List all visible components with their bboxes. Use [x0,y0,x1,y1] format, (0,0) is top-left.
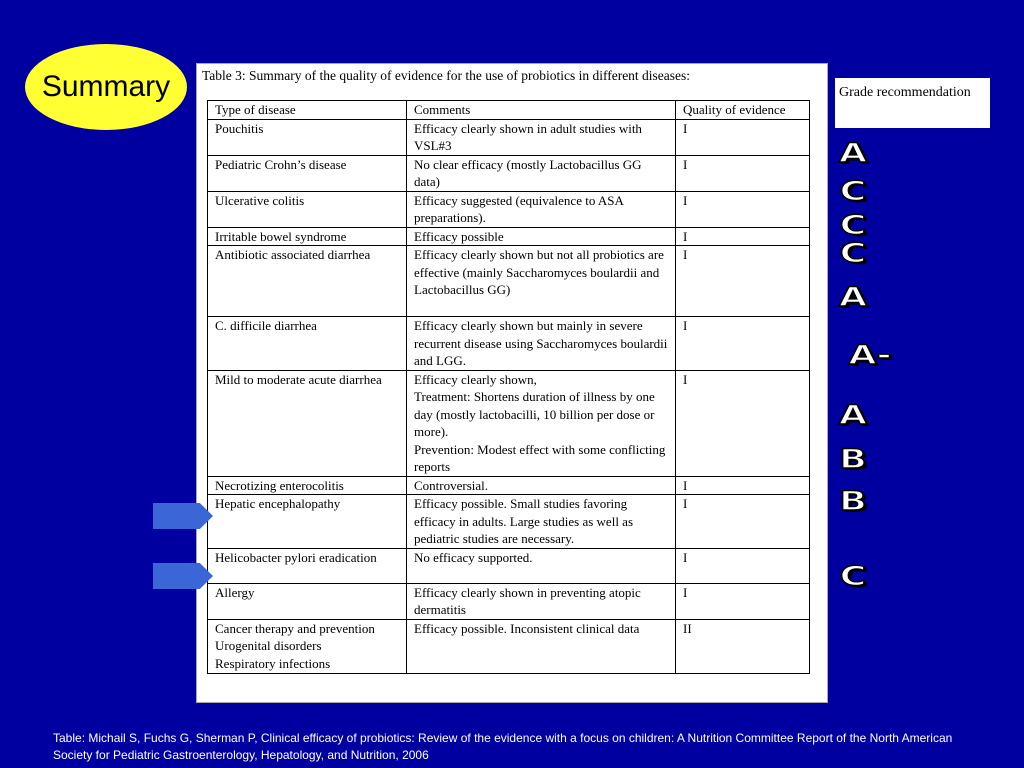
cell-comments: No efficacy supported. [407,548,676,583]
cell-quality: I [676,476,810,495]
summary-label: Summary [41,70,171,103]
cell-comments: Efficacy clearly shown, Treatment: Shortens duration of illness by one day (mostly lactobacilli, 10 billion per dose or more). Prevention: Modest effect with some conflicting reports [407,370,676,476]
table-row [208,317,810,371]
header-type-of-disease: Type of disease [208,101,407,120]
table-row [208,227,810,246]
cell-disease: Hepatic encephalopathy [208,495,407,549]
grade-letter: B [839,486,867,517]
cell-comments: Controversial. [407,476,676,495]
citation-caption: Table: Michail S, Fuchs G, Sherman P, Clinical efficacy of probiotics: Review of the evidence with a focus on children: A Nutrition Committee Report of the North American Society for Pediatric Gastroenterology, Hepatology, and Nutrition, 2006 [53,731,953,762]
header-quality-of-evidence: Quality of evidence [676,101,810,120]
table-body [208,119,810,673]
cell-comments: No clear efficacy (mostly Lactobacillus GG data) [407,155,676,191]
cell-comments: Efficacy suggested (equivalence to ASA preparations). [407,191,676,227]
table-panel [196,63,828,703]
cell-disease: Antibiotic associated diarrhea [208,246,407,317]
cell-comments: Efficacy clearly shown in preventing atopic dermatitis [407,583,676,619]
cell-disease: Ulcerative colitis [208,191,407,227]
cell-comments: Efficacy possible [407,227,676,246]
header-comments: Comments [407,101,676,120]
cell-quality: I [676,317,810,371]
grade-recommendation-label: Grade recommendation [839,85,971,100]
cell-comments: Efficacy possible. Inconsistent clinical data [407,619,676,673]
grade-letter: C [839,561,867,592]
cell-quality: I [676,246,810,317]
grade-letter: A [838,138,868,169]
grade-letter: C [839,238,867,269]
table-title: Table 3: Summary of the quality of evidence for the use of probiotics in different diseases: [202,68,691,83]
table-row [208,548,810,583]
table-header-row [208,101,810,120]
cell-disease: Cancer therapy and prevention Urogenital disorders Respiratory infections [208,619,407,673]
cell-quality: I [676,191,810,227]
table-row [208,476,810,495]
table-row [208,155,810,191]
table-row [208,191,810,227]
grade-letter: A [838,400,868,431]
grade-letter: C [839,176,867,207]
grade-letter: A- [848,340,892,371]
cell-quality: I [676,227,810,246]
cell-disease: Mild to moderate acute diarrhea [208,370,407,476]
grade-letter: A [838,282,868,313]
table-row [208,246,810,317]
cell-disease: Irritable bowel syndrome [208,227,407,246]
cell-quality: I [676,548,810,583]
summary-badge [25,44,187,130]
grade-letter: C [839,210,867,241]
cell-disease: Pediatric Crohn’s disease [208,155,407,191]
cell-quality: I [676,119,810,155]
cell-quality: I [676,370,810,476]
table-row [208,119,810,155]
cell-quality: I [676,155,810,191]
cell-disease: Pouchitis [208,119,407,155]
cell-disease: C. difficile diarrhea [208,317,407,371]
cell-disease: Helicobacter pylori eradication [208,548,407,583]
evidence-table [207,100,810,674]
grade-letter: B [839,444,867,475]
cell-comments: Efficacy clearly shown but mainly in severe recurrent disease using Saccharomyces boulardii and LGG. [407,317,676,371]
cell-comments: Efficacy clearly shown in adult studies with VSL#3 [407,119,676,155]
cell-comments: Efficacy possible. Small studies favoring efficacy in adults. Large studies as well as pediatric studies are necessary. [407,495,676,549]
cell-disease: Allergy [208,583,407,619]
table-row [208,370,810,476]
cell-quality: II [676,619,810,673]
cell-comments: Efficacy clearly shown but not all probiotics are effective (mainly Saccharomyces boulardii and Lactobacillus GG) [407,246,676,317]
cell-quality: I [676,495,810,549]
cell-quality: I [676,583,810,619]
grade-recommendation-box [835,78,990,128]
table-row [208,495,810,549]
table-row [208,583,810,619]
table-row [208,619,810,673]
cell-disease: Necrotizing enterocolitis [208,476,407,495]
